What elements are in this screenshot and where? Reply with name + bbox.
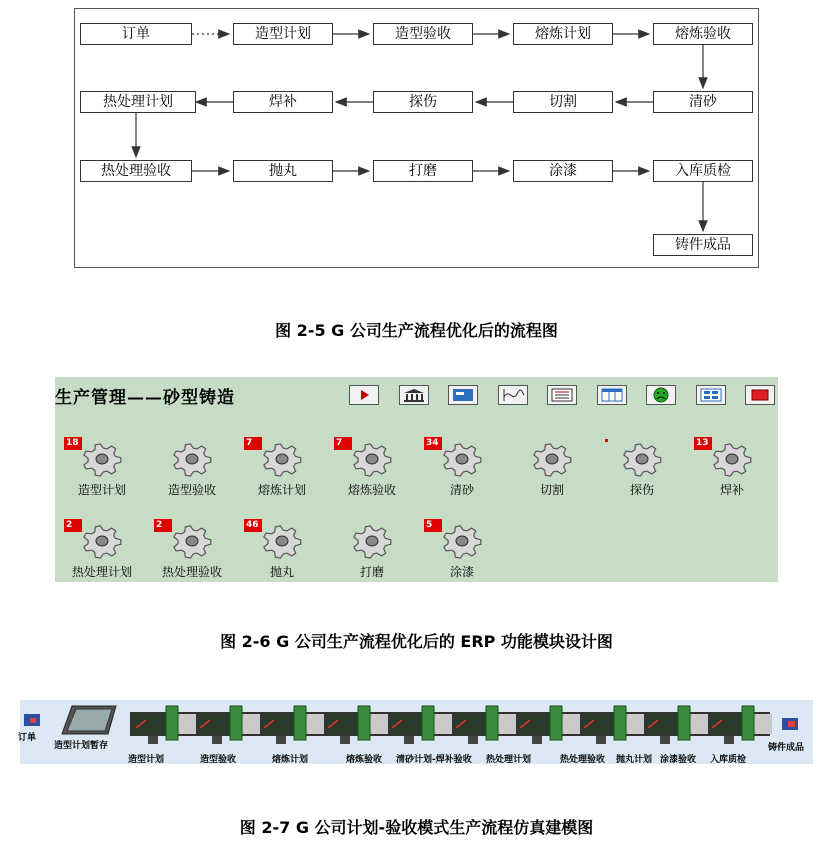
conveyor-support [276,736,286,744]
flow-node-heat-treat-plan: 热处理计划 [80,91,196,113]
module-count-badge: 7 [334,437,352,450]
module-count-badge: 13 [694,437,712,450]
sim-label-order: 订单 [18,733,37,743]
erp-module[interactable] [239,437,325,497]
module-label: 打磨 [359,565,384,579]
module-count-badge: 2 [154,519,172,532]
conveyor-support [404,736,414,744]
flow-node-painting: 涂漆 [513,160,613,182]
module-label: 造型计划 [77,483,126,497]
erp-module[interactable] [59,519,145,579]
module-label: 熔炼验收 [347,483,396,497]
simulation-model [20,700,813,764]
erp-module[interactable] [419,519,505,579]
flow-node-grinding: 打磨 [373,160,473,182]
gear-icon [169,521,215,567]
chart-wave-icon[interactable] [498,385,528,405]
module-label: 热处理计划 [71,565,132,579]
module-label: 抛丸 [269,565,294,579]
conveyor-support [212,736,222,744]
gear-icon [259,521,305,567]
station-machine [486,706,498,740]
module-label: 热处理验收 [161,565,222,579]
gear-icon [529,439,575,485]
conveyor-support [660,736,670,744]
flow-node-heat-treat-accept: 热处理验收 [80,160,192,182]
sim-station-label: 抛丸计划 [616,755,653,765]
gear-icon [349,521,395,567]
erp-module[interactable] [419,437,505,497]
gear-icon [349,439,395,485]
station-machine [230,706,242,740]
station-machine [358,706,370,740]
gear-icon [259,439,305,485]
gear-icon [439,439,485,485]
station-machine [742,706,754,740]
grid-icon[interactable] [696,385,726,405]
conveyor-support [340,736,350,744]
flow-node-weld-repair: 焊补 [233,91,333,113]
conveyor-support [468,736,478,744]
flow-node-molding-accept: 造型验收 [373,23,473,45]
play-icon[interactable] [349,385,379,405]
figure-caption-2-6: 图 2-6 G 公司生产流程优化后的 ERP 功能模块设计图 [220,632,613,651]
erp-panel [55,377,778,582]
gear-icon [169,439,215,485]
module-count-badge: 7 [244,437,262,450]
station-machine [294,706,306,740]
gear-icon [79,439,125,485]
conveyor-support [148,736,158,744]
sim-label-finished: 铸件成品 [768,743,805,753]
sim-station-label: 涂漆验收 [660,755,697,765]
sim-station-label: 熔炼计划 [272,755,309,765]
bank-icon[interactable] [399,385,429,405]
station-machine [166,706,178,740]
module-label: 造型验收 [167,483,216,497]
station-machine [678,706,690,740]
flow-node-storage-qc: 入库质检 [653,160,753,182]
erp-module[interactable] [149,437,235,497]
erp-module[interactable] [599,437,685,497]
flow-node-finished-casting: 铸件成品 [653,234,753,256]
gear-icon [439,521,485,567]
module-count-badge: 2 [64,519,82,532]
module-count-badge: 5 [424,519,442,532]
report-icon[interactable] [547,385,577,405]
flow-node-order: 订单 [80,23,192,45]
flow-node-shot-blast: 抛丸 [233,160,333,182]
sim-label-buffer: 造型计划暂存 [54,741,109,751]
flow-node-molding-plan: 造型计划 [233,23,333,45]
module-label: 涂漆 [449,565,474,579]
station-machine [614,706,626,740]
module-count-badge: 46 [244,519,262,532]
flow-node-smelting-accept: 熔炼验收 [653,23,753,45]
monitor-icon[interactable] [448,385,478,405]
station-machine [550,706,562,740]
module-label: 熔炼计划 [257,483,306,497]
module-count-badge: 34 [424,437,442,450]
station-machine [422,706,434,740]
figure-caption-2-5: 图 2-5 G 公司生产流程优化后的流程图 [275,321,558,340]
erp-module[interactable] [329,519,415,579]
stop-icon[interactable] [745,385,775,405]
conveyor-support [532,736,542,744]
sim-station-label: 熔炼验收 [346,755,383,765]
table-icon[interactable] [597,385,627,405]
module-label: 清砂 [449,483,474,497]
erp-module[interactable] [59,437,145,497]
gear-icon [709,439,755,485]
sim-station-label: 入库质检 [710,755,747,765]
sim-station-label: 热处理验收 [560,755,606,765]
module-label: 焊补 [719,483,744,497]
sim-station-label: 清砂计划-焊补验收 [396,755,472,765]
face-icon[interactable] [646,385,676,405]
erp-module[interactable] [329,437,415,497]
sim-station-label: 造型验收 [200,755,237,765]
conveyor-support [596,736,606,744]
flow-node-cutting: 切割 [513,91,613,113]
erp-module[interactable] [149,519,235,579]
flow-node-flaw-detect: 探伤 [373,91,473,113]
gear-icon [79,521,125,567]
erp-module[interactable] [689,437,775,497]
sim-station-label: 造型计划 [128,755,165,765]
erp-module[interactable] [509,437,595,497]
gear-icon [619,439,665,485]
figure-caption-2-7: 图 2-7 G 公司计划-验收模式生产流程仿真建模图 [239,818,594,837]
flow-node-smelting-plan: 熔炼计划 [513,23,613,45]
sim-station-label: 热处理计划 [486,755,532,765]
module-count-badge: 18 [64,437,82,450]
erp-module[interactable] [239,519,325,579]
conveyor-support [724,736,734,744]
erp-title: 生产管理——砂型铸造 [55,388,235,408]
flow-node-sand-clean: 清砂 [653,91,753,113]
module-label: 切割 [539,483,564,497]
module-label: 探伤 [629,483,654,497]
